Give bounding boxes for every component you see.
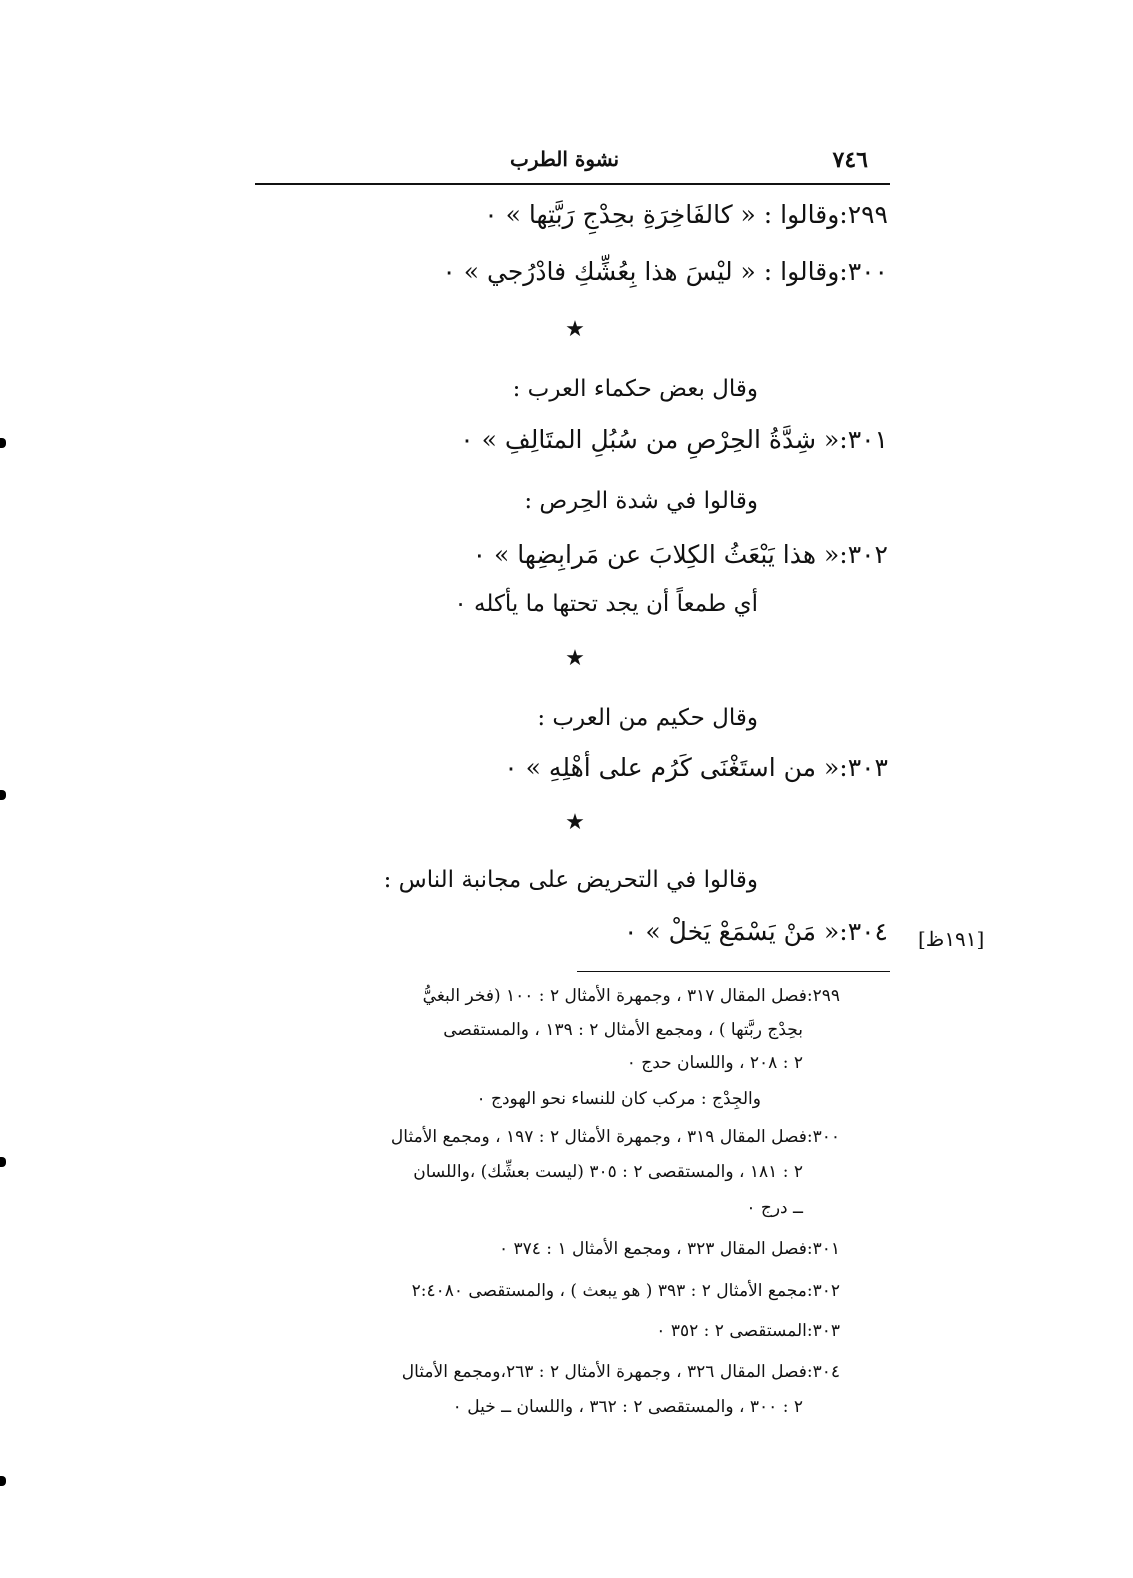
footnote-separator [577, 971, 890, 972]
footnote-line: ٢ : ٣٠٠ ، والمستقصى ٢ : ٣٦٢ ، واللسان ــ خيل ٠ [452, 1397, 803, 1417]
proverb-line-302: ٣٠٢:« هذا يَبْعَثُ الكِلابَ عن مَرابِضِها » ٠ [472, 540, 888, 569]
footnote-line: بحِدْج ربَّتها ) ، ومجمع الأمثال ٢ : ١٣٩ ، والمستقصى [443, 1020, 803, 1040]
proverb-line-303: ٣٠٣:« من استَغْنَى كَرُم على أهْلِهِ » ٠ [504, 753, 888, 782]
footnote-line: ٣٠١:فصل المقال ٣٢٣ ، ومجمع الأمثال ١ : ٣٧٤ ٠ [498, 1239, 840, 1259]
footnote-line: والجِدْج : مركب كان للنساء نحو الهودج ٠ [476, 1089, 761, 1109]
footnote-line: ــ درج ٠ [746, 1198, 803, 1218]
section-divider-star: ★ [565, 810, 585, 835]
scan-edge-mark [0, 438, 6, 448]
footnote-line: ٣٠٢:مجمع الأمثال ٢ : ٣٩٣ ( هو يبعث ) ، والمستقصى ٢:٤٠٨٠ [411, 1281, 840, 1301]
footnote-line: ٢ : ١٨١ ، والمستقصى ٢ : ٣٠٥ (ليست بعشِّك) ،واللسان [413, 1162, 803, 1182]
running-header [255, 143, 890, 185]
gloss-line: أي طمعاً أن يجد تحتها ما يأكله ٠ [454, 591, 758, 617]
intro-line: وقالوا في التحريض على مجانبة الناس : [383, 867, 758, 893]
proverb-line-299: ٢٩٩:وقالوا : « كالفَاخِرَةِ بحِدْجِ رَبَّتِها » ٠ [484, 200, 888, 229]
proverb-line-300: ٣٠٠:وقالوا : « ليْسَ هذا بِعُشِّكِ فادْرُجي » ٠ [442, 257, 888, 286]
running-title: نشوة الطرب [510, 147, 620, 171]
page-number: ٧٤٦ [832, 147, 868, 173]
intro-line: وقال حكيم من العرب : [537, 705, 758, 731]
intro-line: وقالوا في شدة الحِرص : [524, 488, 758, 514]
proverb-line-301: ٣٠١:« شِدَّةُ الحِرْصِ من سُبُلِ المتَالِفِ » ٠ [460, 425, 888, 454]
proverb-line-304: ٣٠٤:« مَنْ يَسْمَعْ يَخلْ » ٠ [624, 917, 888, 946]
manuscript-folio-marker: [١٩١ظ] [918, 927, 985, 951]
scan-edge-mark [0, 1476, 6, 1486]
intro-line: وقال بعض حكماء العرب : [512, 376, 758, 402]
scan-edge-mark [0, 790, 6, 800]
footnote-line: ٢٩٩:فصل المقال ٣١٧ ، وجمهرة الأمثال ٢ : ١٠٠ (فخر البغيُّ [422, 986, 840, 1006]
footnote-line: ٢ : ٢٠٨ ، واللسان حدج ٠ [626, 1053, 803, 1073]
section-divider-star: ★ [565, 646, 585, 671]
footnote-line: ٣٠٤:فصل المقال ٣٢٦ ، وجمهرة الأمثال ٢ : ٢٦٣،ومجمع الأمثال [401, 1362, 840, 1382]
footnote-line: ٣٠٣:المستقصى ٢ : ٣٥٢ ٠ [656, 1321, 840, 1341]
footnote-line: ٣٠٠:فصل المقال ٣١٩ ، وجمهرة الأمثال ٢ : ١٩٧ ، ومجمع الأمثال [390, 1127, 840, 1147]
section-divider-star: ★ [565, 317, 585, 342]
scan-edge-mark [0, 1157, 6, 1167]
